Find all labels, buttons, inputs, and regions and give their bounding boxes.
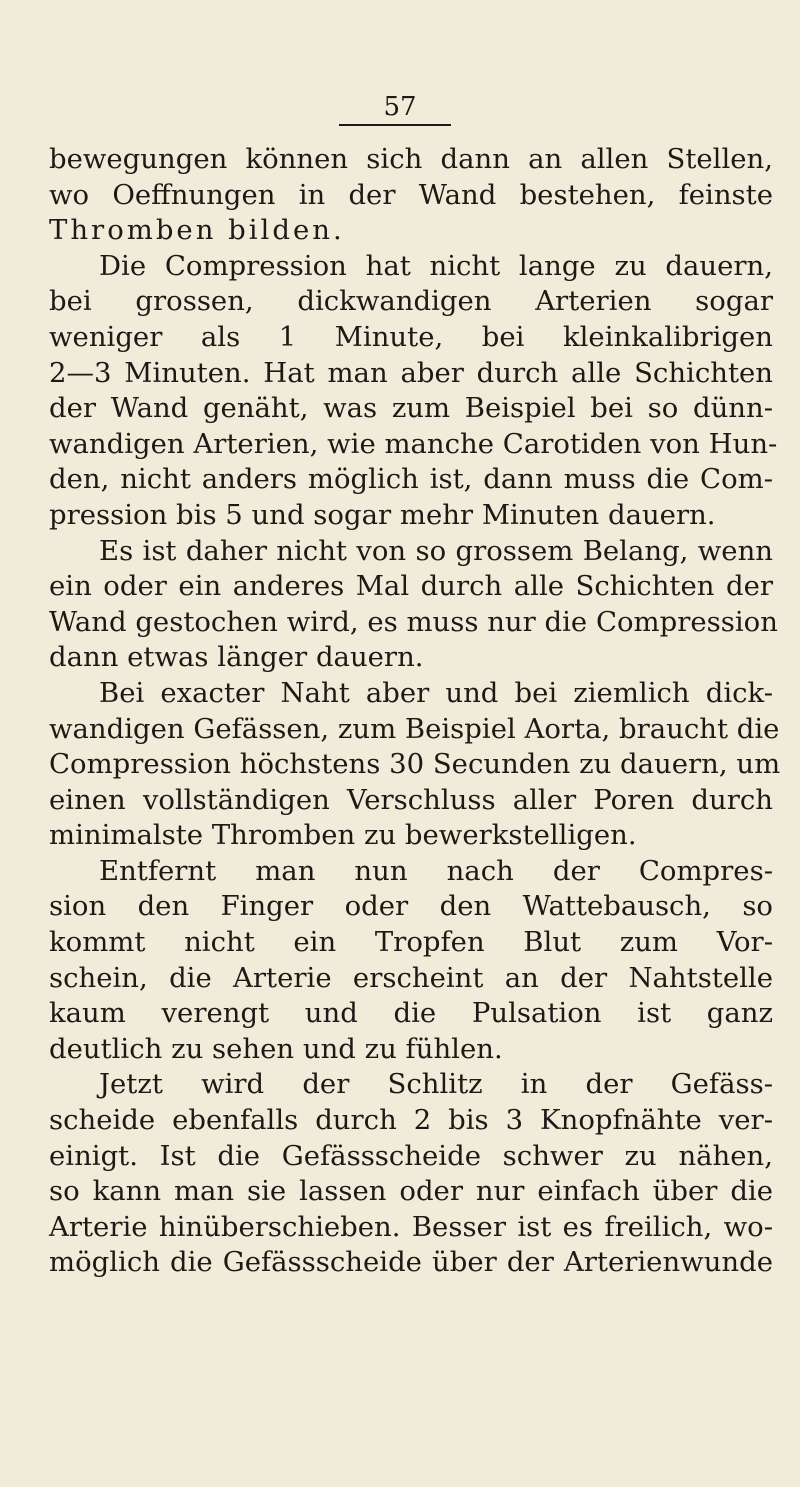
text-line: Entfernt man nun nach der Compres-	[99, 854, 773, 887]
text-line: Es ist daher nicht von so grossem Belang, wenn	[99, 534, 773, 567]
text-line: möglich die Gefässscheide über der Arterienwunde	[49, 1246, 773, 1279]
text-line: Thromben bilden.	[49, 214, 345, 247]
text-line: ein oder ein anderes Mal durch alle Schichten der	[49, 570, 773, 603]
text-line: der Wand genäht, was zum Beispiel bei so dünn-	[49, 392, 773, 425]
text-line: dann etwas länger dauern.	[49, 641, 424, 674]
text-line: Compression höchstens 30 Secunden zu dauern, um	[49, 748, 781, 781]
text-line: einen vollständigen Verschluss aller Poren durch	[49, 783, 773, 816]
page-number: 57	[383, 92, 417, 122]
text-line: sion den Finger oder den Wattebausch, so	[49, 890, 773, 923]
text-line: deutlich zu sehen und zu fühlen.	[49, 1032, 503, 1065]
text-line: Bei exacter Naht aber und bei ziemlich dick-	[99, 676, 773, 709]
text-line: Die Compression hat nicht lange zu dauern,	[99, 249, 773, 282]
text-line: wandigen Gefässen, zum Beispiel Aorta, braucht die	[49, 712, 780, 745]
page-number-underline	[339, 124, 451, 126]
text-line: kaum verengt und die Pulsation ist ganz	[49, 997, 773, 1030]
text-line: einigt. Ist die Gefässscheide schwer zu nähen,	[49, 1139, 773, 1172]
text-line: minimalste Thromben zu bewerkstelligen.	[49, 819, 637, 852]
text-line: 2—3 Minuten. Hat man aber durch alle Schichten	[49, 356, 773, 389]
text-line: so kann man sie lassen oder nur einfach über die	[49, 1175, 773, 1208]
text-line: wandigen Arterien, wie manche Carotiden von Hun-	[49, 427, 778, 460]
body-text	[49, 142, 781, 1281]
text-line: bei grossen, dickwandigen Arterien sogar	[49, 285, 773, 318]
text-line: kommt nicht ein Tropfen Blut zum Vor-	[49, 926, 773, 959]
text-line: schein, die Arterie erscheint an der Nahtstelle	[49, 961, 773, 994]
text-line: weniger als 1 Minute, bei kleinkalibrigen	[49, 320, 773, 353]
text-line: scheide ebenfalls durch 2 bis 3 Knopfnähte ver-	[49, 1104, 773, 1137]
text-line: den, nicht anders möglich ist, dann muss die Com-	[49, 463, 773, 496]
text-line: Arterie hinüberschieben. Besser ist es freilich, wo-	[49, 1210, 773, 1243]
text-line: Wand gestochen wird, es muss nur die Compression	[49, 605, 778, 638]
text-line: Jetzt wird der Schlitz in der Gefäss-	[99, 1068, 773, 1101]
text-line: pression bis 5 und sogar mehr Minuten dauern.	[49, 498, 716, 531]
text-line: bewegungen können sich dann an allen Stellen,	[49, 143, 773, 175]
text-line: wo Oeffnungen in der Wand bestehen, feinste	[49, 178, 773, 211]
